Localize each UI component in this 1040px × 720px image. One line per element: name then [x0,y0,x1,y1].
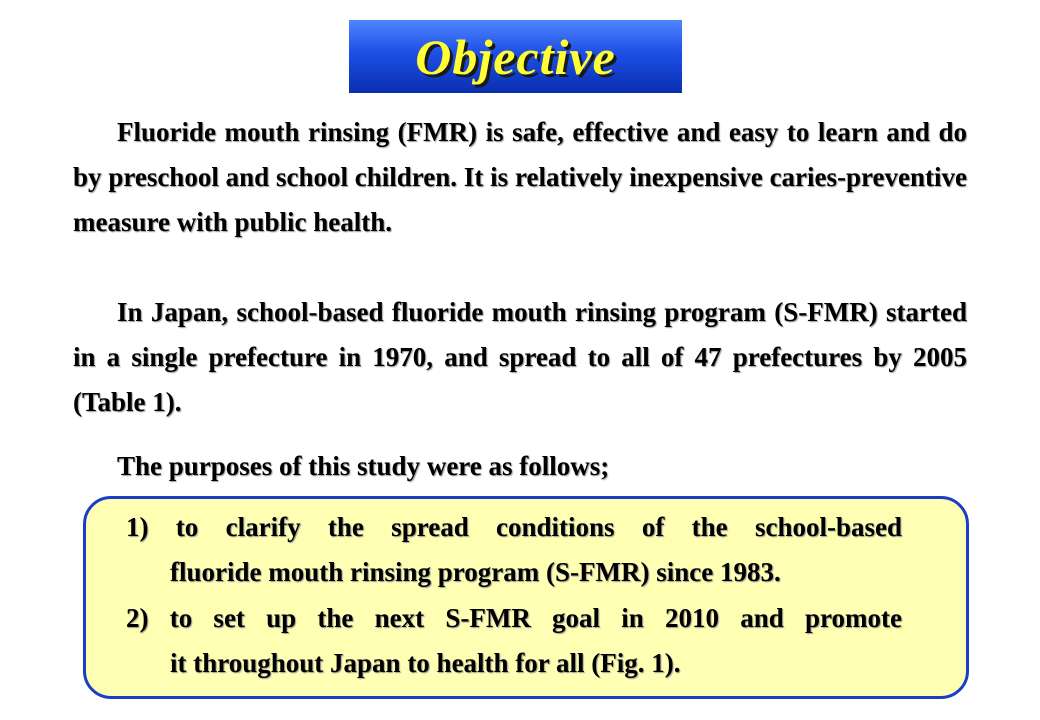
goal-1-line-1: 1) to clarify the spread conditions of the school-based [126,512,902,542]
purposes-heading: The purposes of this study were as follows; [117,451,610,481]
goal-1-line-2: fluoride mouth rinsing program (S-FMR) since 1983. [170,557,781,587]
goal-2-line-2: it throughout Japan to health for all (Fig. 1). [170,648,681,678]
intro-paragraph: Fluoride mouth rinsing (FMR) is safe, effective and easy to learn and do by preschool and school children. It is relatively inexpensive caries-preventive measure with public health. [73,117,967,237]
page-title: Objective [415,28,616,85]
goal-2-line-1: 2) to set up the next S-FMR goal in 2010 and promote [126,603,902,633]
title-banner [349,20,682,93]
japan-paragraph: In Japan, school-based fluoride mouth rinsing program (S-FMR) started in a single prefecture in 1970, and spread to all of 47 prefectures by 2005 (Table 1). [73,297,967,417]
